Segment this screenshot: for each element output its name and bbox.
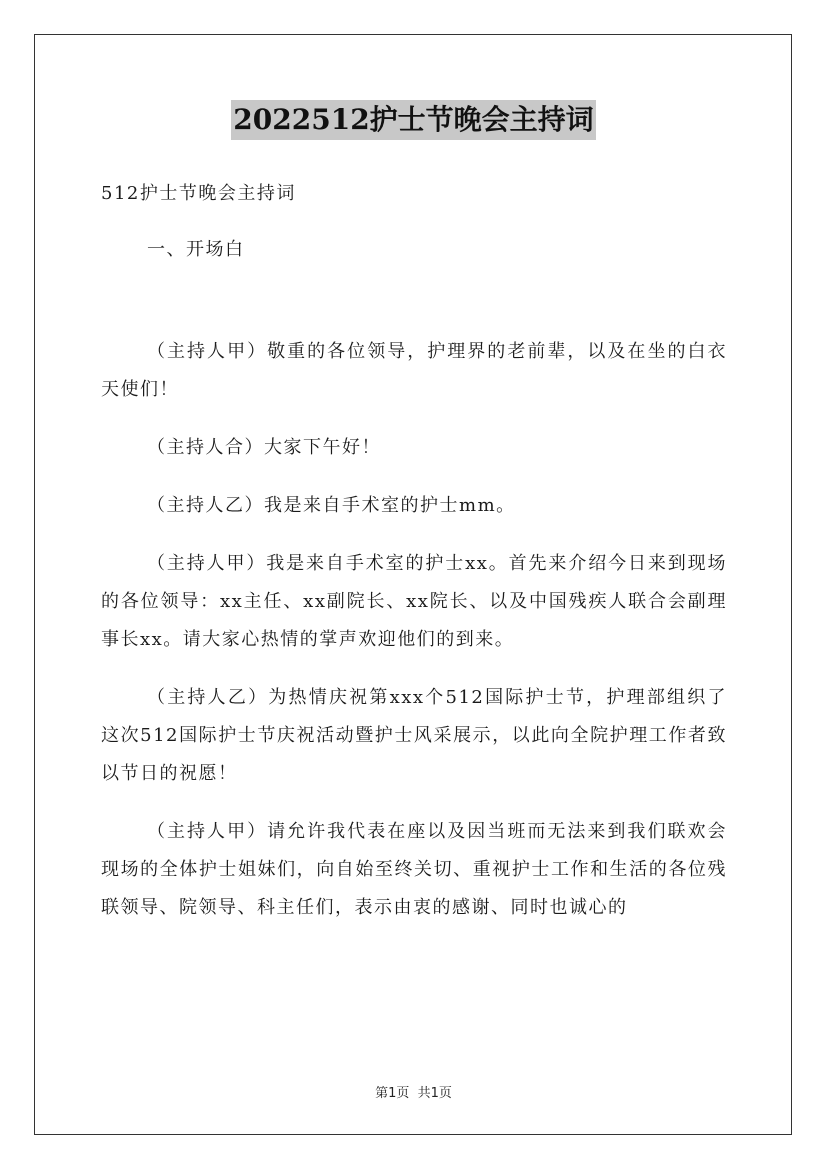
page-total: 共1页 bbox=[417, 1086, 452, 1101]
paragraph: （主持人甲）我是来自手术室的护士xx。首先来介绍今日来到现场的各位领导：xx主任、xx副院长、xx院长、以及中国残疾人联合会副理事长xx。请大家心热情的掌声欢迎他们的到来。 bbox=[101, 553, 727, 650]
paragraph: （主持人甲）请允许我代表在座以及因当班而无法来到我们联欢会现场的全体护士姐妹们，向自始至终关切、重视护士工作和生活的各位残联领导、院领导、科主任们，表示由衷的感谢、同时也诚心的 bbox=[101, 821, 727, 918]
paragraph: （主持人乙）为热情庆祝第xxx个512国际护士节，护理部组织了这次512国际护士节庆祝活动暨护士风采展示，以此向全院护理工作者致以节日的祝愿！ bbox=[101, 687, 727, 784]
page-footer bbox=[0, 1082, 827, 1101]
title-container bbox=[0, 100, 827, 140]
document-body bbox=[101, 175, 727, 947]
paragraph: （主持人合）大家下午好！ bbox=[147, 437, 381, 458]
document-subtitle: 512护士节晚会主持词 bbox=[101, 183, 296, 204]
paragraph: （主持人乙）我是来自手术室的护士mm。 bbox=[147, 495, 516, 516]
section-heading: 一、开场白 bbox=[147, 239, 245, 260]
page-number: 第1页 bbox=[375, 1086, 410, 1101]
paragraph: （主持人甲）敬重的各位领导，护理界的老前辈，以及在坐的白衣天使们！ bbox=[101, 341, 727, 400]
document-title: 2022512护士节晚会主持词 bbox=[231, 100, 595, 140]
